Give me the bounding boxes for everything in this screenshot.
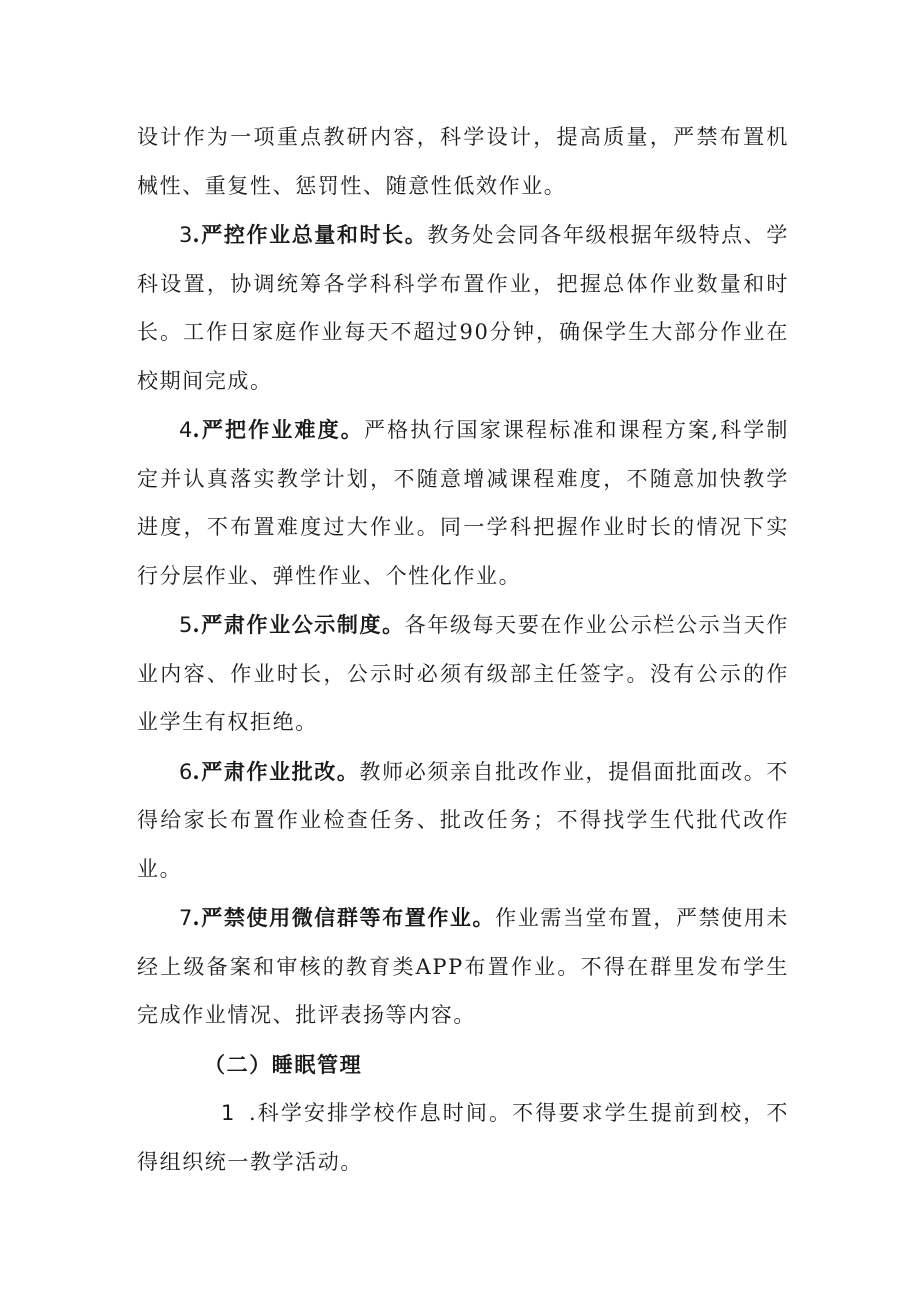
document-body [137, 113, 789, 1186]
item-number: 7 [179, 906, 193, 930]
paragraph-item-7 [137, 894, 789, 1040]
item-number: 4 [179, 418, 193, 442]
item-heading: .严禁使用微信群等布置作业。 [192, 905, 496, 930]
paragraph-section-item-1 [137, 1089, 789, 1186]
item-body: .科学安排学校作息时间。不得要求学生提前到校，不得组织统一教学活动。 [137, 1101, 789, 1174]
item-heading: .严把作业难度。 [192, 417, 364, 442]
item-body: 教师必须亲自批改作业，提倡面批面改。不得给家长布置作业检查任务、批改任务；不得找学生代批代改作业。 [137, 759, 789, 881]
item-number: 6 [179, 759, 193, 784]
paragraph-item-6 [137, 748, 789, 894]
item-body: 严格执行国家课程标准和课程方案,科学制定并认真落实教学计划，不随意增减课程难度，不随意加快教学进度，不布置难度过大作业。同一学科把握作业时长的情况下实行分层作业、弹性作业、个性化作业。 [137, 418, 789, 588]
item-heading: .严控作业总量和时长。 [192, 222, 428, 247]
item-body: 教务处会同各年级根据年级特点、学科设置，协调统筹各学科科学布置作业，把握总体作业数量和时长。工作日家庭作业每天不超过90分钟，确保学生大部分作业在校期间完成。 [137, 223, 789, 393]
item-body: 各年级每天要在作业公示栏公示当天作业内容、作业时长，公示时必须有级部主任签字。没有公示的作业学生有权拒绝。 [137, 613, 790, 734]
item-number: 1 [221, 1101, 235, 1125]
item-number: 3 [179, 223, 193, 247]
paragraph-item-5 [137, 601, 789, 747]
item-number: 5 [179, 613, 193, 637]
item-heading: .严肃作业公示制度。 [192, 612, 405, 637]
section-heading: （二）睡眠管理 [204, 1051, 363, 1077]
paragraph-item-4 [137, 406, 789, 600]
item-heading: .严肃作业批改。 [192, 758, 360, 784]
item-body: 作业需当堂布置，严禁使用未经上级备案和审核的教育类APP布置作业。不得在群里发布学生完成作业情况、批评表扬等内容。 [137, 906, 789, 1027]
paragraph-item-3 [137, 211, 789, 405]
paragraph-continuation: 设计作为一项重点教研内容，科学设计，提高质量，严禁布置机械性、重复性、惩罚性、随意性低效作业。 [137, 125, 789, 198]
